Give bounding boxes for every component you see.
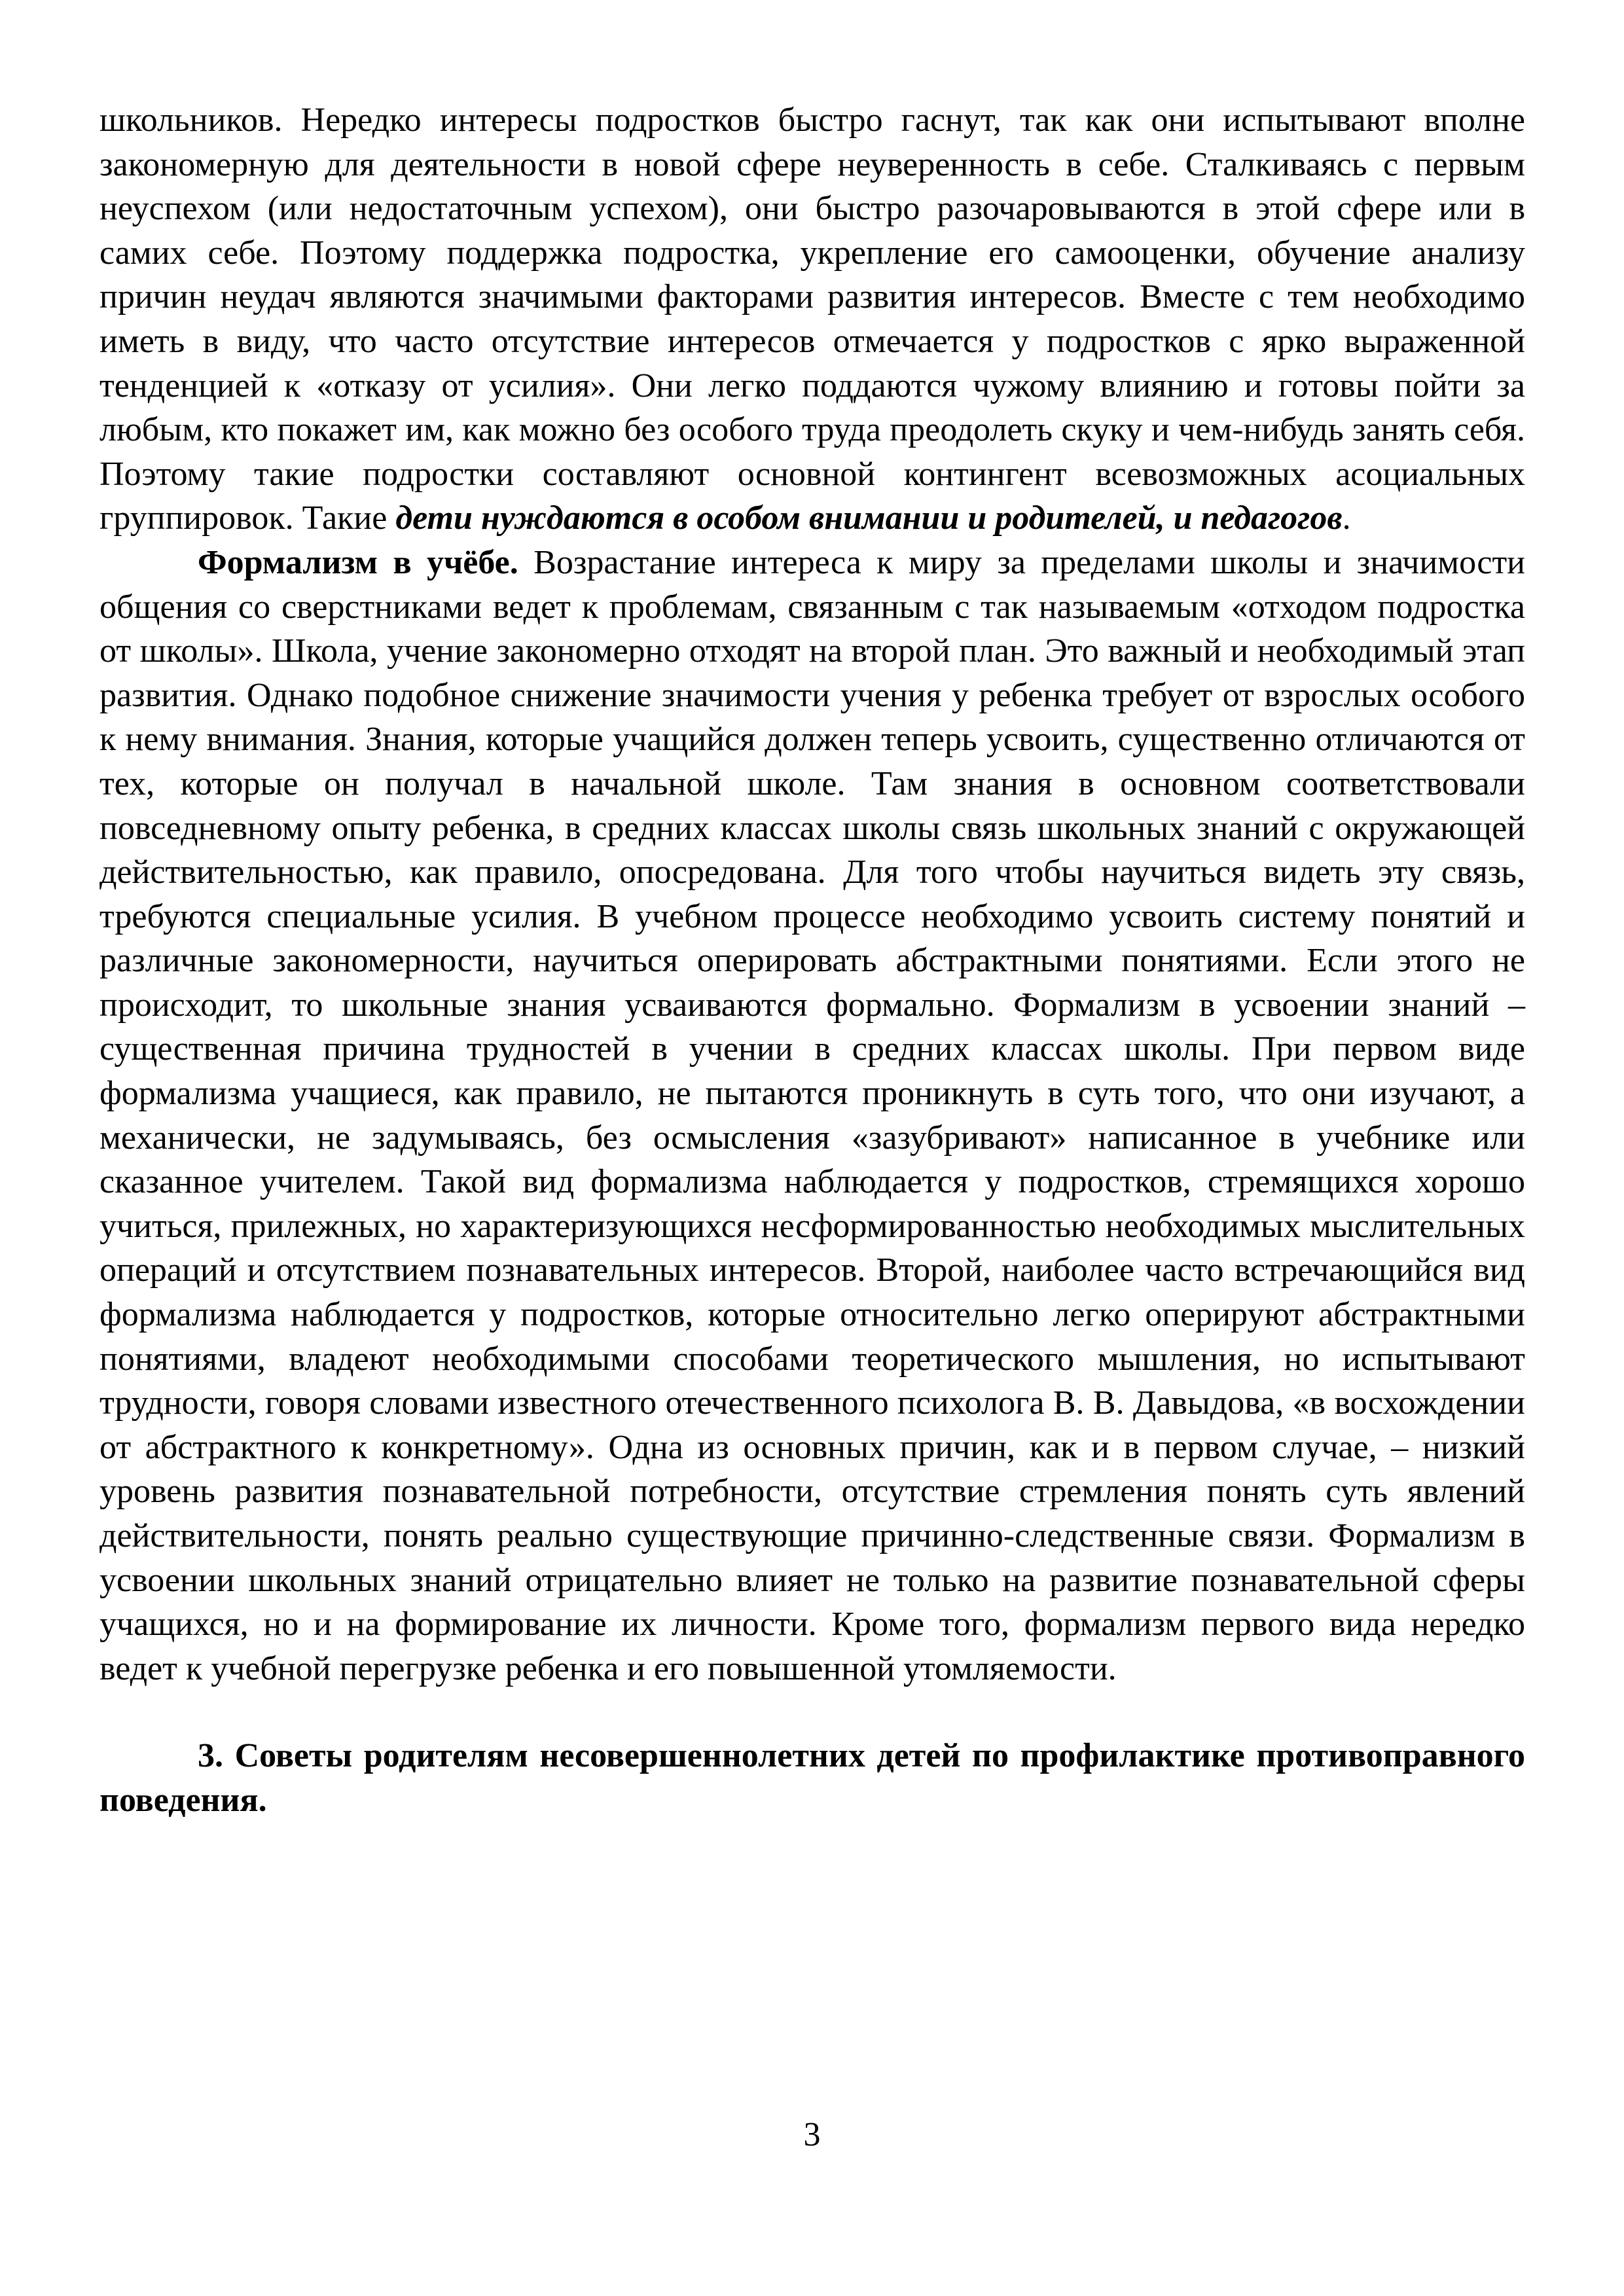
paragraph-interests-end: .	[1342, 499, 1351, 537]
paragraph-formalism	[99, 541, 1525, 1691]
paragraph-interests-text: школьников. Нередко интересы подростков быстро гаснут, так как они испытывают вполне закономерную для деятельности в новой сфере неуверенность в себе. Сталкиваясь с первым неуспехом (или недостаточным успехом), они быстро разочаровываются в этой сфере или в самих себе. Поэтому поддержка подростка, укрепление его самооценки, обучение анализу причин неудач являются значимыми факторами развития интересов. Вместе с тем необходимо иметь в виду, что часто отсутствие интересов отмечается у подростков с ярко выраженной тенденцией к «отказу от усилия». Они легко поддаются чужому влиянию и готовы пойти за любым, кто покажет им, как можно без особого труда преодолеть скуку и чем-нибудь занять себя. Поэтому такие подростки составляют основной контингент всевозможных асоциальных группировок. Такие	[99, 101, 1525, 537]
section-heading: 3. Советы родителям несовершеннолетних детей по профилактике противоправного поведения.	[99, 1737, 1525, 1819]
paragraph-formalism-lead: Формализм в учёбе.	[198, 543, 518, 581]
page-content	[99, 98, 1525, 1823]
paragraph-interests-emphasis: дети нуждаются в особом внимании и родителей, и педагогов	[395, 499, 1343, 537]
page-number: 3	[803, 2116, 821, 2153]
paragraph-formalism-text: Возрастание интереса к миру за пределами школы и значимости общения со сверстниками ведет к проблемам, связанным с так называемым «отходом подростка от школы». Школа, учение закономерно отходят на второй план. Это важный и необходимый этап развития. Однако подобное снижение значимости учения у ребенка требует от взрослых особого к нему внимания. Знания, которые учащийся должен теперь усвоить, существенно отличаются от тех, которые он получал в начальной школе. Там знания в основном соответствовали повседневному опыту ребенка, в средних классах школы связь школьных знаний с окружающей действительностью, как правило, опосредована. Для того чтобы научиться видеть эту связь, требуются специальные усилия. В учебном процессе необходимо усвоить систему понятий и различные закономерности, научиться оперировать абстрактными понятиями. Если этого не происходит, то школьные знания усваиваются формально. Формализм в усвоении знаний – существенная причина трудностей в учении в средних классах школы. При первом виде формализма учащиеся, как правило, не пытаются проникнуть в суть того, что они изучают, а механически, не задумываясь, без осмысления «зазубривают» написанное в учебнике или сказанное учителем. Такой вид формализма наблюдается у подростков, стремящихся хорошо учиться, прилежных, но характеризующихся несформированностью необходимых мыслительных операций и отсутствием познавательных интересов. Второй, наиболее часто встречающийся вид формализма наблюдается у подростков, которые относительно легко оперируют абстрактными понятиями, владеют необходимыми способами теоретического мышления, но испытывают трудности, говоря словами известного отечественного психолога В. В. Давыдова, «в восхождении от абстрактного к конкретному». Одна из основных причин, как и в первом случае, – низкий уровень развития познавательной потребности, отсутствие стремления понять суть явлений действительности, понять реально существующие причинно-следственные связи. Формализм в усвоении школьных знаний отрицательно влияет не только на развитие познавательной сферы учащихся, но и на формирование их личности. Кроме того, формализм первого вида нередко ведет к учебной перегрузке ребенка и его повышенной утомляемости.	[99, 543, 1525, 1687]
paragraph-interests	[99, 98, 1525, 541]
